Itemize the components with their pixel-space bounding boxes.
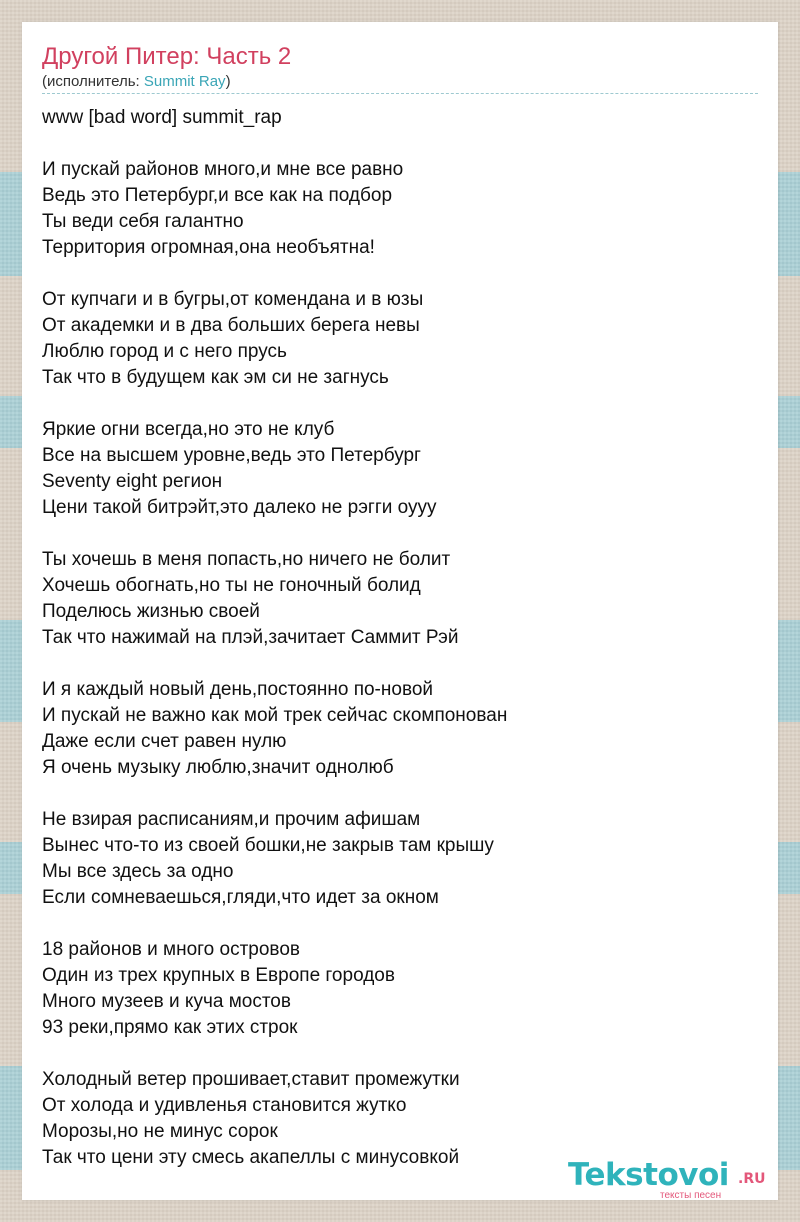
lyrics-line: И пускай районов много,и мне все равно: [42, 159, 404, 180]
lyrics-blank-line: [42, 1041, 758, 1067]
logo-tld: .RU: [738, 1171, 766, 1187]
lyrics-blank-line: [42, 521, 758, 547]
artist-suffix: ): [225, 73, 231, 90]
lyrics-line: Хочешь обогнать,но ты не гоночный болид: [42, 575, 421, 596]
lyrics-line: Так что в будущем как эм си не загнусь: [42, 367, 389, 388]
lyrics-line: Я очень музыку люблю,значит однолюб: [42, 757, 394, 778]
lyrics-line: Ведь это Петербург,и все как на подбор: [42, 185, 393, 206]
lyrics-line: Ты веди себя галантно: [42, 211, 244, 232]
lyrics-line: Так что нажимай на плэй,зачитает Саммит Рэй: [42, 627, 459, 648]
lyrics-blank-line: [42, 261, 758, 287]
lyrics-line: Вынес что-то из своей бошки,не закрыв там крышу: [42, 835, 494, 856]
lyrics-line: Поделюсь жизнью своей: [42, 601, 260, 622]
lyrics-card: [22, 22, 778, 1200]
site-logo[interactable]: [568, 1157, 778, 1203]
song-title: Другой Питер: Часть 2: [42, 43, 292, 70]
lyrics-line: Даже если счет равен нулю: [42, 731, 287, 752]
lyrics-blank-line: [42, 131, 758, 157]
lyrics-line: Морозы,но не минус сорок: [42, 1121, 278, 1142]
lyrics-line: И я каждый новый день,постоянно по-новой: [42, 679, 434, 700]
lyrics-line: Цени такой битрэйт,это далеко не рэгги оууу: [42, 497, 437, 518]
lyrics-blank-line: [42, 651, 758, 677]
lyrics-text: [42, 105, 758, 1171]
lyrics-line: От купчаги и в бугры,от комендана и в юзы: [42, 289, 424, 310]
lyrics-line: Территория огромная,она необъятна!: [42, 237, 375, 258]
lyrics-line: От холода и удивленья становится жутко: [42, 1095, 407, 1116]
lyrics-line: Люблю город и с него прусь: [42, 341, 287, 362]
lyrics-line: www [bad word] summit_rap: [42, 107, 282, 128]
lyrics-line: Ты хочешь в меня попасть,но ничего не болит: [42, 549, 451, 570]
artist-link[interactable]: Summit Ray: [143, 73, 226, 90]
lyrics-blank-line: [42, 391, 758, 417]
logo-name: Tekstovoi: [568, 1157, 729, 1193]
logo-tagline: тексты песен: [660, 1190, 722, 1201]
lyrics-line: Так что цени эту смесь акапеллы с минусовкой: [42, 1147, 460, 1168]
lyrics-line: Не взирая расписаниям,и прочим афишам: [42, 809, 421, 830]
artist-prefix: (исполнитель:: [42, 73, 144, 90]
lyrics-line: Seventy eight регион: [42, 471, 223, 492]
lyrics-line: Много музеев и куча мостов: [42, 991, 291, 1012]
lyrics-line: Яркие огни всегда,но это не клуб: [42, 419, 335, 440]
title-divider: [42, 93, 758, 94]
lyrics-line: Один из трех крупных в Европе городов: [42, 965, 395, 986]
lyrics-line: Если сомневаешься,гляди,что идет за окном: [42, 887, 439, 908]
lyrics-line: Холодный ветер прошивает,ставит промежутки: [42, 1069, 460, 1090]
lyrics-blank-line: [42, 911, 758, 937]
artist-line: [42, 73, 231, 91]
lyrics-blank-line: [42, 781, 758, 807]
lyrics-line: Мы все здесь за одно: [42, 861, 234, 882]
lyrics-line: 18 районов и много островов: [42, 939, 300, 960]
lyrics-line: Все на высшем уровне,ведь это Петербург: [42, 445, 421, 466]
lyrics-line: 93 реки,прямо как этих строк: [42, 1017, 298, 1038]
lyrics-line: И пускай не важно как мой трек сейчас скомпонован: [42, 705, 508, 726]
lyrics-line: От академки и в два больших берега невы: [42, 315, 420, 336]
